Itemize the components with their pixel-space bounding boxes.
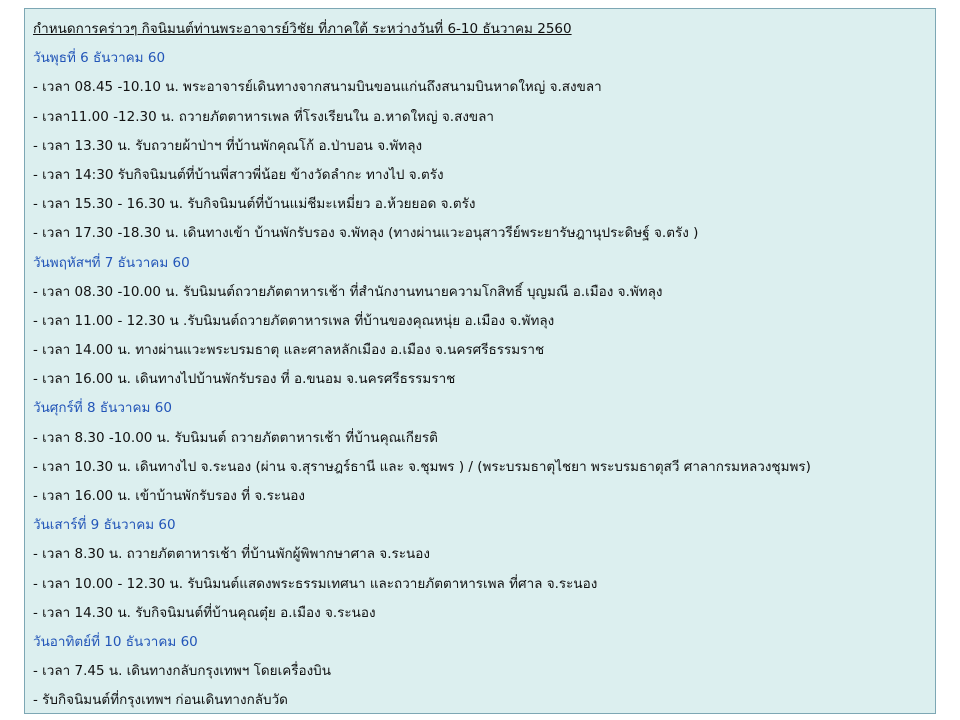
schedule-title: กำหนดการคร่าวๆ กิจนิมนต์ท่านพระอาจารย์วิชัย ที่ภาคใต้ ระหว่างวันที่ 6-10 ธันวาคม 2560 <box>33 21 572 37</box>
day-heading: วันพฤหัสฯที่ 7 ธันวาคม 60 <box>33 254 190 271</box>
schedule-item: - เวลา 10.30 น. เดินทางไป จ.ระนอง (ผ่าน จ.สุราษฎร์ธานี และ จ.ชุมพร ) / (พระบรมธาตุไชยา พระบรมธาตุสวี ศาลากรมหลวงชุมพร) <box>33 458 811 475</box>
schedule-item: - เวลา 14:30 รับกิจนิมนต์ที่บ้านพี่สาวพี่น้อย ข้างวัดลำกะ ทางไป จ.ตรัง <box>33 166 444 183</box>
schedule-item: - เวลา 7.45 น. เดินทางกลับกรุงเทพฯ โดยเครื่องบิน <box>33 663 331 680</box>
schedule-item: - เวลา 08.45 -10.10 น. พระอาจารย์เดินทางจากสนามบินขอนแก่นถึงสนามบินหาดใหญ่ จ.สงขลา <box>33 79 602 96</box>
schedule-item: - เวลา 16.00 น. เข้าบ้านพักรับรอง ที่ จ.ระนอง <box>33 488 306 504</box>
schedule-item: - เวลา 11.00 - 12.30 น .รับนิมนต์ถวายภัตตาหารเพล ที่บ้านของคุณหนุ่ย อ.เมือง จ.พัทลุง <box>33 312 555 329</box>
schedule-item: - เวลา 10.00 - 12.30 น. รับนิมนต์แสดงพระธรรมเทศนา และถวายภัตตาหารเพล ที่ศาล จ.ระนอง <box>33 575 598 592</box>
schedule-item: - เวลา11.00 -12.30 น. ถวายภัตตาหารเพล ที่โรงเรียนใน อ.หาดใหญ่ จ.สงขลา <box>33 108 494 125</box>
schedule-item: - เวลา 8.30 น. ถวายภัตตาหารเช้า ที่บ้านพักผู้พิพากษาศาล จ.ระนอง <box>33 546 430 563</box>
schedule-item: - เวลา 14.30 น. รับกิจนิมนต์ที่บ้านคุณตุ๋ย อ.เมือง จ.ระนอง <box>33 604 376 621</box>
schedule-item: - เวลา 17.30 -18.30 น. เดินทางเข้า บ้านพักรับรอง จ.พัทลุง (ทางผ่านแวะอนุสาวรีย์พระยารัษฎานุประดิษฐ์ จ.ตรัง ) <box>33 225 699 242</box>
day-heading: วันอาทิตย์ที่ 10 ธันวาคม 60 <box>33 633 198 650</box>
day-heading: วันศุกร์ที่ 8 ธันวาคม 60 <box>33 400 172 417</box>
schedule-item: - เวลา 15.30 - 16.30 น. รับกิจนิมนต์ที่บ้านแม่ชีมะเหมี่ยว อ.ห้วยยอด จ.ตรัง <box>33 196 476 213</box>
schedule-item: - เวลา 14.00 น. ทางผ่านแวะพระบรมธาตุ และศาลหลักเมือง อ.เมือง จ.นครศรีธรรมราช <box>33 342 545 359</box>
schedule-panel <box>24 8 936 714</box>
day-heading: วันเสาร์ที่ 9 ธันวาคม 60 <box>33 517 176 534</box>
schedule-item: - เวลา 16.00 น. เดินทางไปบ้านพักรับรอง ที่ อ.ขนอม จ.นครศรีธรรมราช <box>33 371 456 388</box>
schedule-item: - เวลา 13.30 น. รับถวายผ้าป่าฯ ที่บ้านพักคุณโก้ อ.ป่าบอน จ.พัทลุง <box>33 137 423 154</box>
schedule-item: - เวลา 8.30 -10.00 น. รับนิมนต์ ถวายภัตตาหารเช้า ที่บ้านคุณเกียรติ <box>33 429 438 446</box>
day-heading: วันพุธที่ 6 ธันวาคม 60 <box>33 50 166 67</box>
schedule-item: - รับกิจนิมนต์ที่กรุงเทพฯ ก่อนเดินทางกลับวัด <box>33 692 288 709</box>
schedule-item: - เวลา 08.30 -10.00 น. รับนิมนต์ถวายภัตตาหารเช้า ที่สำนักงานทนายความโกสิทธิ์ บุญมณี อ.เมือง จ.พัทลุง <box>33 283 663 300</box>
